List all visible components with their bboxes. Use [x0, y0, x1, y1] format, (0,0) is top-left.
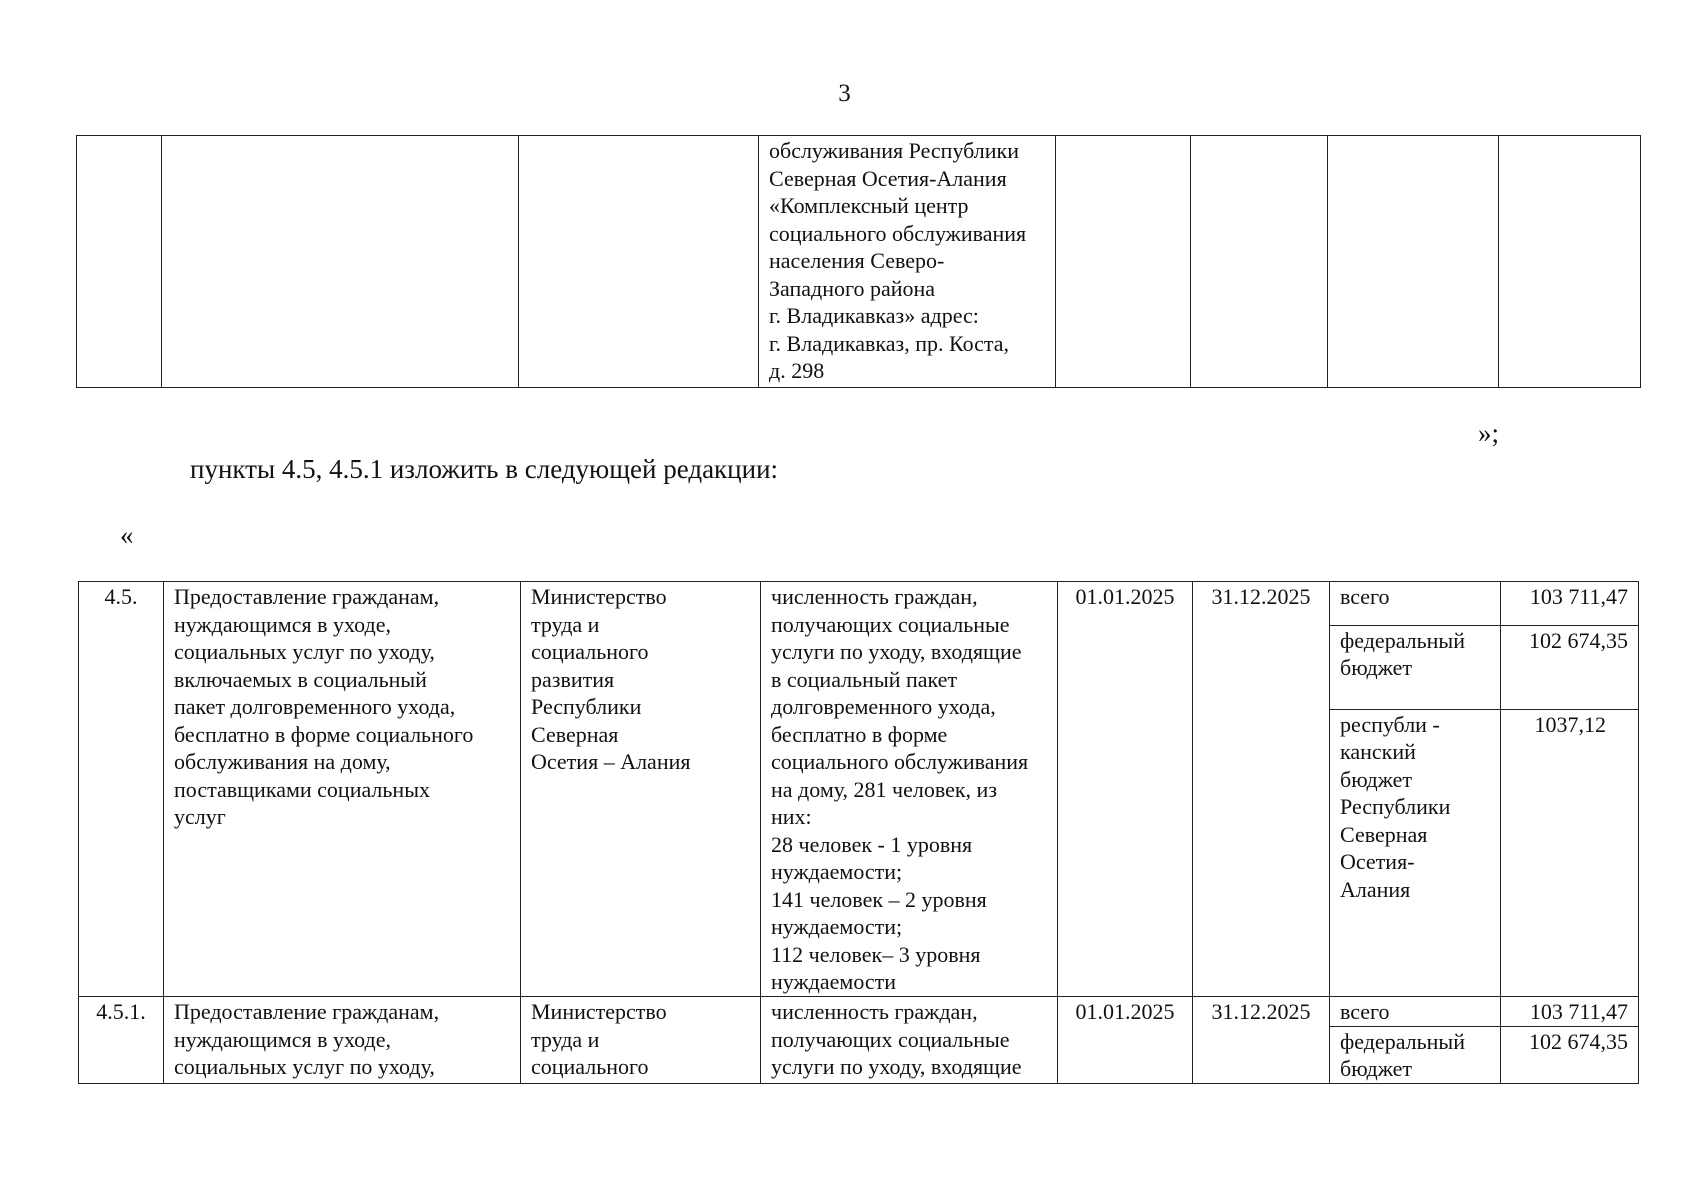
item-description	[164, 582, 521, 997]
cell-amount	[1499, 136, 1641, 388]
program-table	[78, 581, 1639, 997]
closing-quote: »;	[1478, 418, 1500, 448]
text-line: них:	[771, 804, 812, 829]
instruction-text: пункты 4.5, 4.5.1 изложить в следующей редакции:	[190, 454, 779, 484]
text-line: бюджет	[1340, 655, 1412, 680]
text-line: 112 человек– 3 уровня	[771, 941, 981, 967]
text-line: бесплатно в форме социального	[174, 721, 474, 747]
text-line: бюджет	[1340, 1056, 1412, 1081]
text-line: услуги по уходу, входящие	[771, 639, 1022, 664]
text-line: Алания	[1340, 876, 1411, 902]
text-line: на дому, 281 человек, из	[771, 776, 998, 802]
text-line: услуги по уходу, входящие	[771, 1054, 1022, 1079]
text-line: 28 человек - 1 уровня	[771, 831, 973, 857]
funding-amount: 103 711,47	[1501, 997, 1639, 1027]
text-line: социального обслуживания	[771, 749, 1029, 774]
text-line: Министерство	[531, 584, 667, 609]
text-line: долговременного ухода,	[771, 694, 996, 719]
text-line: в социальный пакет	[771, 666, 958, 692]
cell-source	[1328, 136, 1499, 388]
text-line: социальных услуг по уходу,	[174, 639, 435, 664]
text-line: услуг	[174, 804, 226, 829]
funding-source	[1330, 582, 1501, 626]
text-line: нуждающимся в уходе,	[174, 1026, 391, 1052]
text-line: населения Северо-	[769, 248, 945, 273]
text-line: федеральный	[1340, 1028, 1465, 1054]
funding-source	[1330, 709, 1501, 996]
text-line: г. Владикавказ, пр. Коста,	[769, 330, 1010, 356]
program-table-continued	[78, 996, 1639, 1084]
item-executor	[521, 997, 761, 1084]
start-date: 01.01.2025	[1058, 997, 1193, 1084]
funding-source	[1330, 625, 1501, 709]
cell-end-date	[1191, 136, 1328, 388]
text-line: Министерство	[531, 999, 667, 1024]
text-line: Предоставление гражданам,	[174, 999, 440, 1024]
cell-number	[77, 136, 162, 388]
text-line: Осетия-	[1340, 849, 1415, 875]
text-line: обслуживания на дому,	[174, 749, 391, 774]
text-line: поставщиками социальных	[174, 776, 430, 802]
funding-amount: 103 711,47	[1501, 582, 1639, 626]
text-line: Осетия – Алания	[531, 749, 691, 774]
funding-amount: 102 674,35	[1501, 1026, 1639, 1083]
item-indicator	[761, 997, 1058, 1084]
text-line: получающих социальные	[771, 611, 1010, 637]
text-line: федеральный	[1340, 627, 1465, 653]
item-executor	[521, 582, 761, 997]
text-line: Северная	[1340, 821, 1428, 847]
opening-quote: «	[120, 520, 134, 550]
text-line: д. 298	[769, 358, 825, 383]
table-row	[79, 582, 1639, 626]
text-line: социальных услуг по уходу,	[174, 1054, 435, 1079]
text-line: Республики	[1340, 794, 1451, 820]
text-line: бюджет	[1340, 766, 1412, 792]
cell-executor	[519, 136, 759, 388]
text-line: нуждаемости	[771, 969, 897, 994]
cell-indicator	[759, 136, 1056, 388]
text-line: Северная Осетия-Алания	[769, 165, 1007, 191]
text-line: бесплатно в форме	[771, 721, 948, 747]
table-row	[79, 997, 1639, 1027]
text-line: труда и	[531, 611, 600, 637]
funding-amount: 102 674,35	[1501, 625, 1639, 709]
text-line: Предоставление гражданам,	[174, 584, 440, 609]
text-line: нуждающимся в уходе,	[174, 611, 391, 637]
table-row	[77, 136, 1641, 388]
text-line: обслуживания Республики	[769, 138, 1020, 163]
text-line: нуждаемости;	[771, 859, 903, 884]
text-line: республи -	[1340, 711, 1440, 737]
text-line: численность граждан,	[771, 584, 978, 609]
text-line: социального	[531, 1054, 649, 1079]
item-indicator	[761, 582, 1058, 997]
item-number: 4.5.1.	[79, 997, 164, 1084]
text-line: Западного района	[769, 275, 936, 301]
funding-source	[1330, 997, 1501, 1027]
text-line: 141 человек – 2 уровня	[771, 886, 987, 912]
text-line: г. Владикавказ» адрес:	[769, 303, 979, 328]
funding-source	[1330, 1026, 1501, 1083]
text-line: нуждаемости;	[771, 914, 903, 939]
text-line: пакет долговременного ухода,	[174, 694, 456, 719]
text-line: включаемых в социальный	[174, 666, 427, 692]
text-line: всего	[1340, 999, 1390, 1024]
page-number: 3	[838, 80, 851, 107]
continuation-table	[76, 135, 1641, 388]
text-line: социального обслуживания	[769, 220, 1027, 246]
text-line: труда и	[531, 1026, 600, 1052]
text-line: развития	[531, 666, 615, 692]
start-date: 01.01.2025	[1058, 582, 1193, 997]
item-description	[164, 997, 521, 1084]
text-line: Республики	[531, 694, 642, 719]
text-line: получающих социальные	[771, 1026, 1010, 1052]
text-line: Северная	[531, 721, 619, 747]
text-line: канский	[1340, 739, 1416, 765]
end-date: 31.12.2025	[1193, 997, 1330, 1084]
cell-start-date	[1056, 136, 1191, 388]
end-date: 31.12.2025	[1193, 582, 1330, 997]
text-line: численность граждан,	[771, 999, 978, 1024]
cell-description	[162, 136, 519, 388]
item-number: 4.5.	[79, 582, 164, 997]
text-line: социального	[531, 639, 649, 664]
text-line: всего	[1340, 584, 1390, 609]
text-line: «Комплексный центр	[769, 193, 969, 218]
funding-amount: 1037,12	[1501, 709, 1639, 996]
